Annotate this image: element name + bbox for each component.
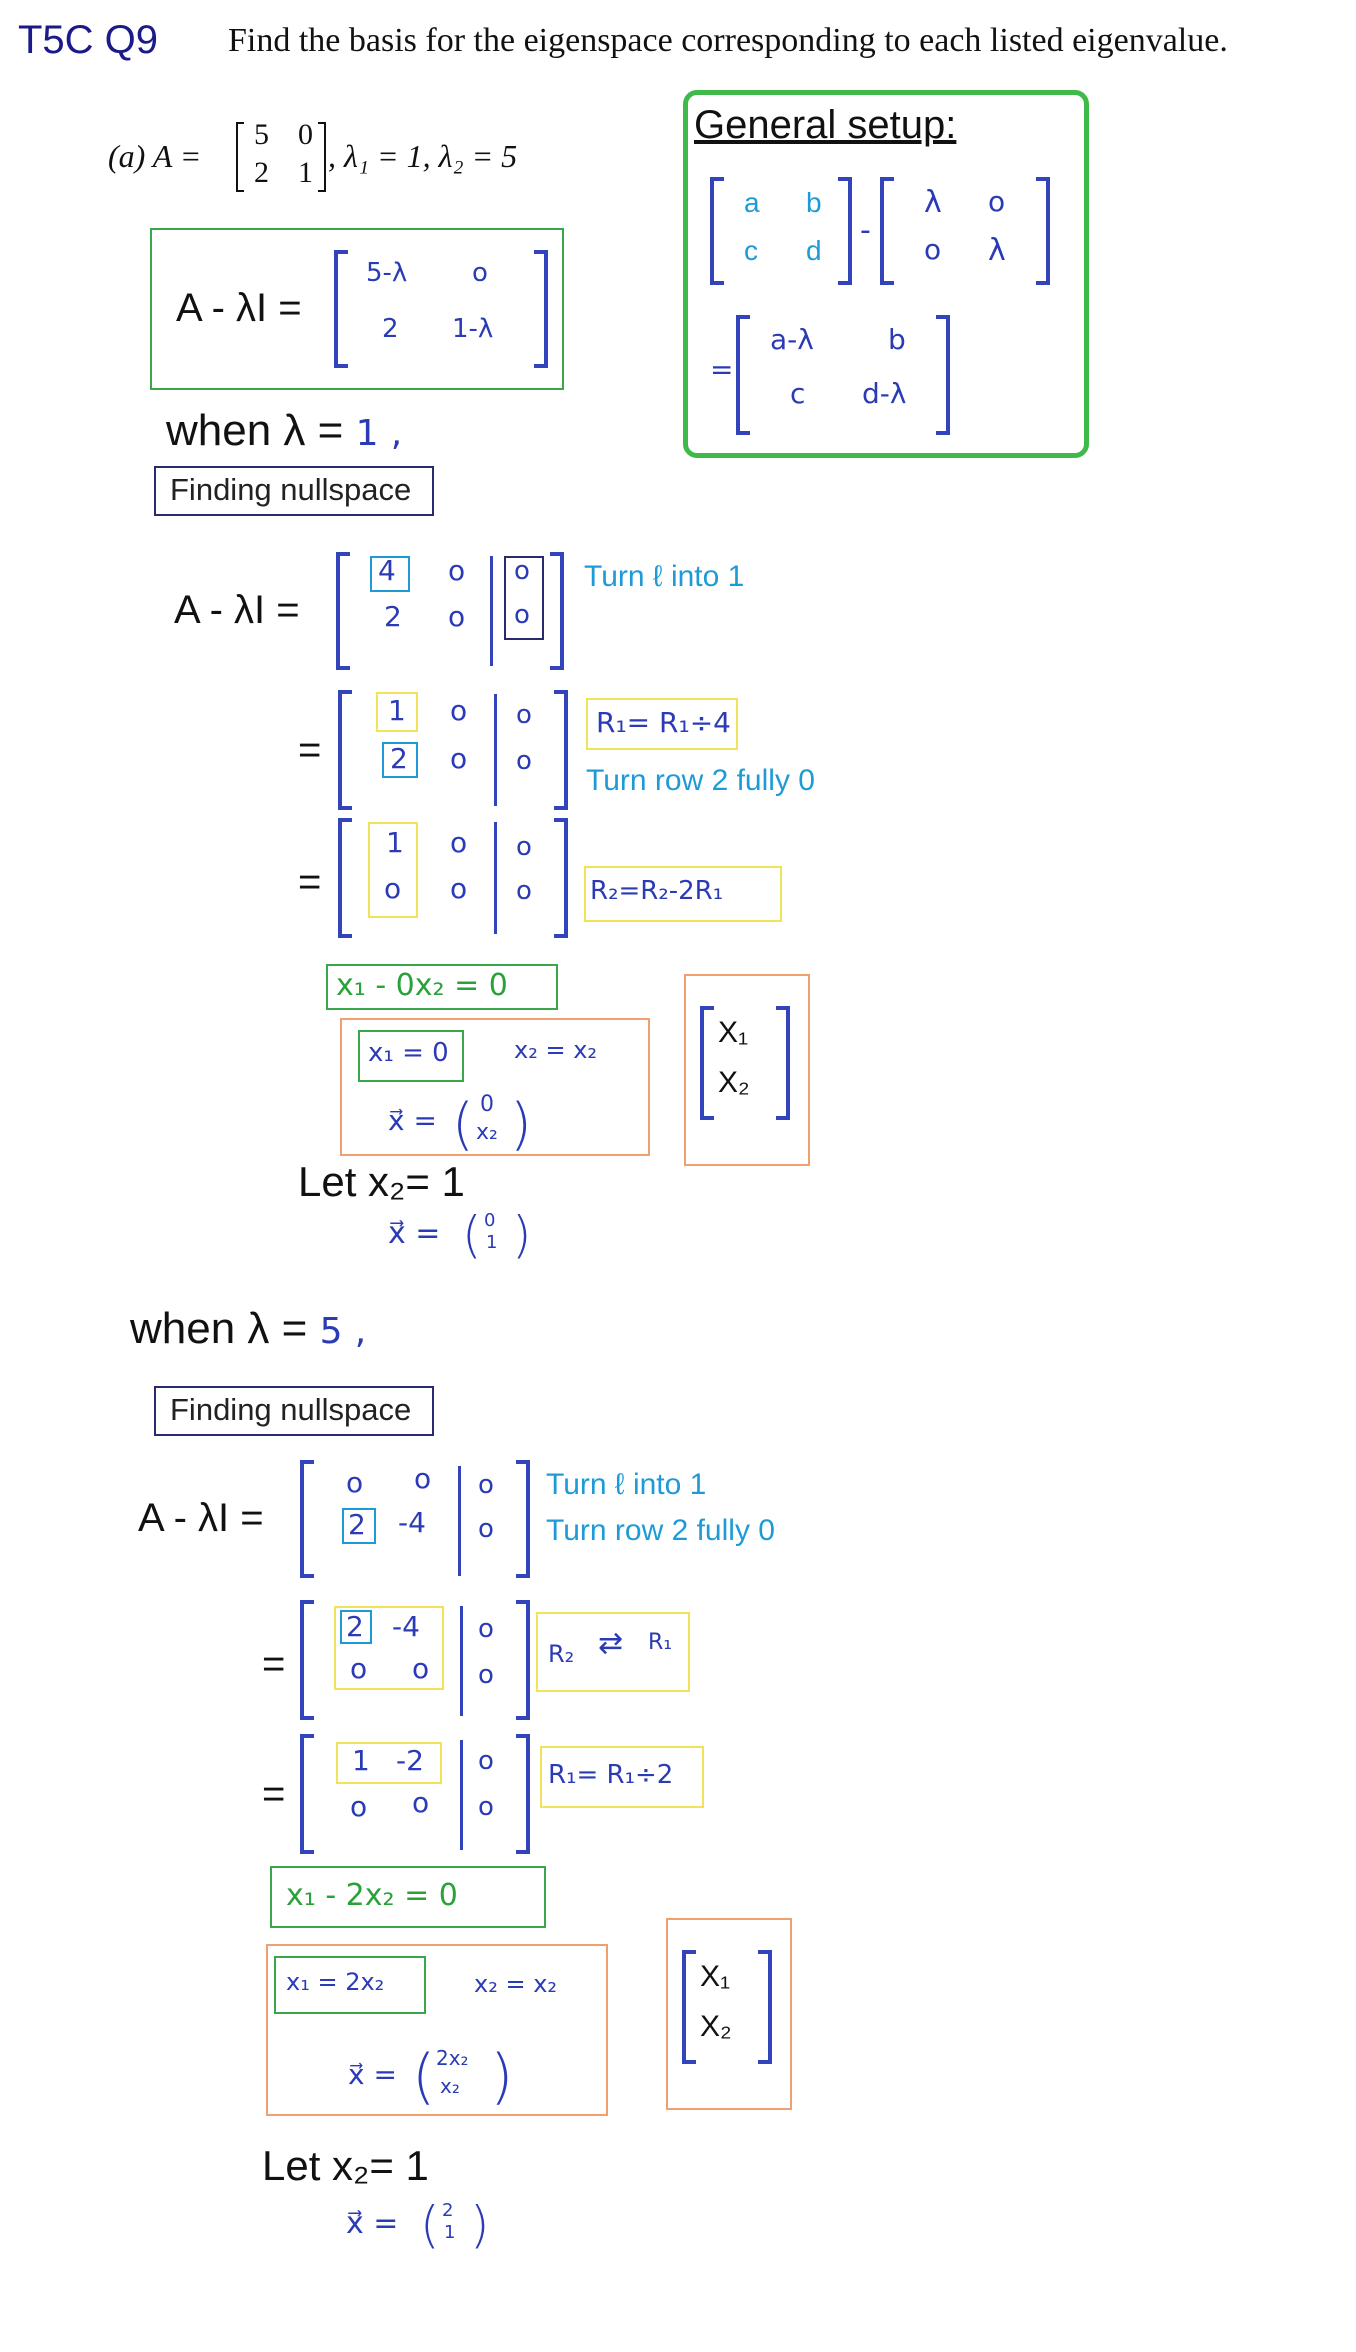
case1-step1-cell: o (450, 742, 468, 775)
case1-step2-cell: o (450, 872, 468, 905)
case2-step1-op-b: R₁ (648, 1630, 673, 1655)
case2-step1-cell: 2 (346, 1610, 364, 1643)
case1-step1-aug: o (516, 746, 532, 776)
case2-basis-lhs: x⃗ = (346, 2206, 399, 2241)
setup-m3-cell: d-λ (862, 377, 907, 410)
case1-step1-cell: o (450, 694, 468, 727)
case1-step0-cell: 4 (378, 554, 396, 587)
case1-when-value: 1 (355, 413, 379, 454)
case1-step0-label: A - λI = (174, 588, 300, 632)
case1-step0-aug: o (514, 556, 530, 586)
case1-step1-aug: o (516, 700, 532, 730)
case2-step0-cell: -4 (398, 1506, 426, 1539)
setup-m2-cell: λ (924, 185, 942, 220)
case2-step1-aug: o (478, 1614, 494, 1644)
case1-step2-eq: = (298, 860, 322, 904)
setup-equals: = (710, 353, 734, 386)
case1-vars-box (684, 974, 810, 1166)
case2-when-label: when λ = (130, 1304, 320, 1353)
general-setup-title: General setup: (694, 103, 957, 147)
general-setup-box (683, 90, 1089, 458)
case2-var: X₂ (700, 2010, 732, 2043)
case2-basis-value: 2 (442, 2200, 454, 2221)
a-minus-li-box (150, 228, 564, 390)
case1-var: X₂ (718, 1066, 750, 1099)
case2-step2-cell: o (350, 1790, 368, 1823)
case2-step1-eq: = (262, 1642, 286, 1686)
case1-step1-cell: 2 (390, 742, 408, 775)
case1-basis-value: 0 (484, 1210, 496, 1231)
a-minus-li-label: A - λI = (176, 286, 302, 330)
case1-step1-cell: 1 (388, 694, 406, 727)
case2-sol-vec-lhs: x⃗ = (348, 2058, 397, 2091)
setup-m2-cell: o (988, 185, 1006, 218)
case2-step1-cell: o (350, 1652, 368, 1685)
case1-basis-value: 1 (486, 1232, 498, 1253)
case1-step0-note: Turn ℓ into 1 (584, 560, 745, 593)
problem-matrix-cell: 0 (298, 118, 313, 151)
case1-solution-box: x₁ = 0 x₂ = x₂ x⃗ = ( 0 x₂ ) (340, 1018, 650, 1156)
case2-step0-cell: o (414, 1462, 432, 1495)
case1-step1-op: R₁= R₁÷4 (596, 706, 731, 739)
case2-step2-cell: -2 (396, 1744, 424, 1777)
case2-when-comma: , (354, 1311, 367, 1352)
case2-step1-op (536, 1612, 690, 1692)
case2-step1-cell: -4 (392, 1610, 420, 1643)
case2-step0-cell: 2 (348, 1508, 366, 1541)
case1-step2-op: R₂=R₂-2R₁ (590, 876, 724, 906)
case1-var: X₁ (718, 1016, 749, 1049)
case1-step0-cell: o (448, 600, 466, 633)
case2-sol-x2: x₂ = x₂ (474, 1970, 558, 1998)
case1-step0-aug: o (514, 600, 530, 630)
case2-step2-cell: 1 (352, 1744, 370, 1777)
case2-step2-aug: o (478, 1792, 494, 1822)
case1-step2-aug: o (516, 876, 532, 906)
a-minus-li-cell: 2 (382, 314, 399, 344)
case2-step2-cell: o (412, 1786, 430, 1819)
case2-step0-note1: Turn ℓ into 1 (546, 1468, 707, 1501)
case2-solution-box: x₁ = 2x₂ x₂ = x₂ x⃗ = ( 2x₂ x₂ ) (266, 1944, 608, 2116)
setup-m1-cell: b (806, 187, 822, 218)
setup-m3-cell: c (790, 377, 806, 410)
case1-step2-aug: o (516, 832, 532, 862)
case2-vars-box (666, 1918, 792, 2110)
case1-equation: x₁ - 0x₂ = 0 (326, 964, 558, 1010)
case1-when-label: when λ = (166, 406, 356, 455)
case1-step2-cell: 1 (386, 826, 404, 859)
case1-nullspace-label: Finding nullspace (154, 466, 434, 516)
setup-m1-cell: d (806, 235, 822, 266)
case2-step1-cell: o (412, 1652, 430, 1685)
case2-when (130, 1304, 366, 1354)
swap-arrows-icon: ⇄ (598, 1626, 624, 1661)
case1-sol-x2: x₂ = x₂ (514, 1036, 598, 1064)
case2-step1-op-a: R₂ (548, 1640, 575, 1668)
case2-step1-aug: o (478, 1660, 494, 1690)
case2-sol-x1: x₁ = 2x₂ (274, 1956, 426, 2014)
case2-step0-aug: o (478, 1470, 494, 1500)
case2-let: Let x₂= 1 (262, 2142, 429, 2189)
case2-step0-label: A - λI = (138, 1496, 264, 1540)
case1-step1-eq: = (298, 728, 322, 772)
case1-sol-vec: 0 (480, 1092, 494, 1117)
case2-step2-eq: = (262, 1772, 286, 1816)
case1-let: Let x₂= 1 (298, 1158, 465, 1205)
case1-step0-cell: 2 (384, 600, 402, 633)
case2-sol-vec: x₂ (440, 2074, 460, 2098)
case1-step1-note: Turn row 2 fully 0 (586, 764, 815, 797)
case2-step0-note2: Turn row 2 fully 0 (546, 1514, 775, 1547)
case1-step2-cell: o (384, 872, 402, 905)
case1-sol-vec-lhs: x⃗ = (388, 1104, 437, 1137)
setup-m1-cell: c (744, 235, 758, 266)
setup-m3-cell: a-λ (770, 323, 814, 356)
case2-when-value: 5 (319, 1311, 343, 1352)
case2-sol-vec: 2x₂ (436, 2046, 469, 2070)
a-minus-li-cell: 5-λ (366, 258, 408, 288)
a-minus-li-cell: o (472, 258, 488, 288)
case2-basis (346, 2206, 398, 2241)
problem-part-label: (a) A = (108, 138, 202, 174)
setup-m3-cell: b (888, 323, 906, 356)
case2-step0-cell: o (346, 1466, 364, 1499)
case2-basis-value: 1 (444, 2222, 456, 2243)
problem-matrix-cell: 5 (254, 118, 269, 151)
case2-var: X₁ (700, 1960, 731, 1993)
case1-sol-x1: x₁ = 0 (358, 1030, 464, 1082)
question-instruction: Find the basis for the eigenspace corresponding to each listed eigenvalue. (228, 22, 1228, 59)
case1-basis-lhs: x⃗ = (388, 1216, 441, 1251)
problem-matrix-cell: 2 (254, 156, 269, 189)
a-minus-li-cell: 1-λ (452, 314, 494, 344)
setup-minus: - (860, 213, 871, 248)
case1-basis (388, 1216, 440, 1251)
case1-step0-cell: o (448, 554, 466, 587)
setup-m2-cell: λ (988, 233, 1006, 268)
case1-sol-vec: x₂ (476, 1120, 498, 1145)
question-code: T5C Q9 (18, 18, 159, 62)
case2-equation: x₁ - 2x₂ = 0 (270, 1866, 546, 1928)
case1-when (166, 406, 402, 456)
case1-step2-cell: o (450, 826, 468, 859)
case1-when-comma: , (390, 413, 403, 454)
setup-m1-cell: a (744, 187, 760, 218)
problem-matrix (236, 118, 326, 194)
setup-m2-cell: o (924, 233, 942, 266)
problem-matrix-cell: 1 (298, 156, 313, 189)
problem-eigenvalues: , λ₁ = 1, λ₂ = 5 (328, 138, 518, 174)
case2-step2-op: R₁= R₁÷2 (548, 1760, 674, 1790)
case2-step0-aug: o (478, 1514, 494, 1544)
case2-step2-aug: o (478, 1746, 494, 1776)
case2-nullspace-label: Finding nullspace (154, 1386, 434, 1436)
